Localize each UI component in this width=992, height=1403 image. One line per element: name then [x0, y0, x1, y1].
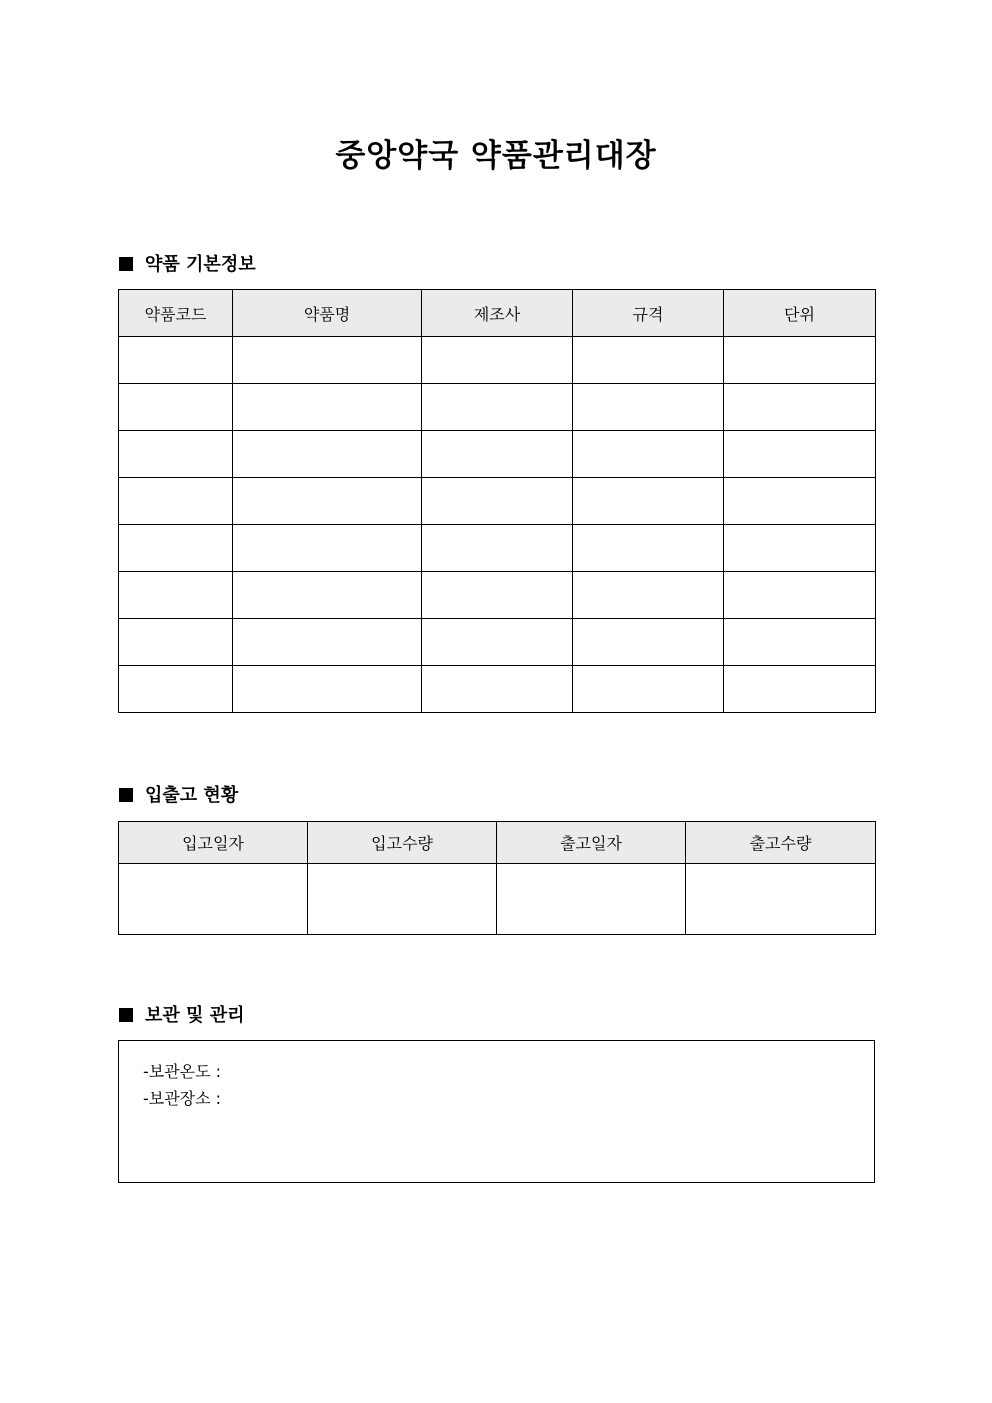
table-cell[interactable]	[422, 572, 573, 619]
table-cell[interactable]	[724, 337, 876, 384]
column-header-spec: 규격	[573, 290, 724, 337]
storage-location-line: -보관장소 :	[143, 1089, 222, 1108]
table-cell[interactable]	[724, 431, 876, 478]
table-row	[119, 525, 876, 572]
table-cell[interactable]	[422, 666, 573, 713]
table-row	[119, 572, 876, 619]
table-cell[interactable]	[119, 666, 233, 713]
table-cell[interactable]	[119, 864, 308, 935]
storage-temperature-line: -보관온도 :	[143, 1062, 222, 1081]
table-cell[interactable]	[724, 619, 876, 666]
table-row	[119, 619, 876, 666]
table-row	[119, 337, 876, 384]
basic-info-table	[118, 289, 876, 713]
square-bullet-icon	[119, 257, 133, 271]
section-heading-label: 입출고 현황	[145, 785, 239, 806]
table-cell[interactable]	[308, 864, 497, 935]
column-header-drug-name: 약품명	[233, 290, 422, 337]
table-cell[interactable]	[724, 572, 876, 619]
table-cell[interactable]	[573, 337, 724, 384]
table-cell[interactable]	[724, 525, 876, 572]
column-header-out-qty: 출고수량	[686, 822, 876, 864]
table-cell[interactable]	[422, 478, 573, 525]
table-cell[interactable]	[724, 384, 876, 431]
table-cell[interactable]	[724, 478, 876, 525]
table-cell[interactable]	[573, 666, 724, 713]
table-row	[119, 431, 876, 478]
table-cell[interactable]	[422, 525, 573, 572]
column-header-in-date: 입고일자	[119, 822, 308, 864]
table-header-row	[119, 822, 876, 864]
table-cell[interactable]	[422, 337, 573, 384]
table-cell[interactable]	[724, 666, 876, 713]
table-cell[interactable]	[422, 619, 573, 666]
table-cell[interactable]	[422, 384, 573, 431]
table-cell[interactable]	[233, 572, 422, 619]
column-header-manufacturer: 제조사	[422, 290, 573, 337]
table-cell[interactable]	[573, 525, 724, 572]
table-cell[interactable]	[422, 431, 573, 478]
table-cell[interactable]	[119, 337, 233, 384]
inout-table	[118, 821, 876, 935]
table-row	[119, 666, 876, 713]
table-cell[interactable]	[573, 478, 724, 525]
table-row	[119, 384, 876, 431]
table-cell[interactable]	[573, 431, 724, 478]
storage-info-box	[118, 1040, 875, 1183]
square-bullet-icon	[119, 1008, 133, 1022]
section-heading-label: 약품 기본정보	[145, 254, 256, 275]
column-header-drug-code: 약품코드	[119, 290, 233, 337]
table-cell[interactable]	[233, 478, 422, 525]
table-cell[interactable]	[233, 384, 422, 431]
column-header-in-qty: 입고수량	[308, 822, 497, 864]
table-row	[119, 864, 876, 935]
column-header-out-date: 출고일자	[497, 822, 686, 864]
table-header-row	[119, 290, 876, 337]
section-heading-basic-info	[119, 253, 256, 277]
table-cell[interactable]	[233, 666, 422, 713]
table-cell[interactable]	[119, 478, 233, 525]
square-bullet-icon	[119, 788, 133, 802]
page-title: 중앙약국 약품관리대장	[335, 138, 657, 174]
table-cell[interactable]	[233, 619, 422, 666]
table-cell[interactable]	[233, 337, 422, 384]
table-cell[interactable]	[573, 572, 724, 619]
table-cell[interactable]	[686, 864, 876, 935]
table-cell[interactable]	[119, 572, 233, 619]
table-cell[interactable]	[233, 431, 422, 478]
table-cell[interactable]	[119, 525, 233, 572]
table-cell[interactable]	[573, 384, 724, 431]
table-row	[119, 478, 876, 525]
table-cell[interactable]	[119, 619, 233, 666]
table-cell[interactable]	[119, 431, 233, 478]
column-header-unit: 단위	[724, 290, 876, 337]
table-cell[interactable]	[233, 525, 422, 572]
table-cell[interactable]	[119, 384, 233, 431]
section-heading-inout	[119, 784, 238, 808]
section-heading-storage	[119, 1004, 244, 1028]
table-cell[interactable]	[573, 619, 724, 666]
section-heading-label: 보관 및 관리	[145, 1005, 245, 1026]
table-cell[interactable]	[497, 864, 686, 935]
